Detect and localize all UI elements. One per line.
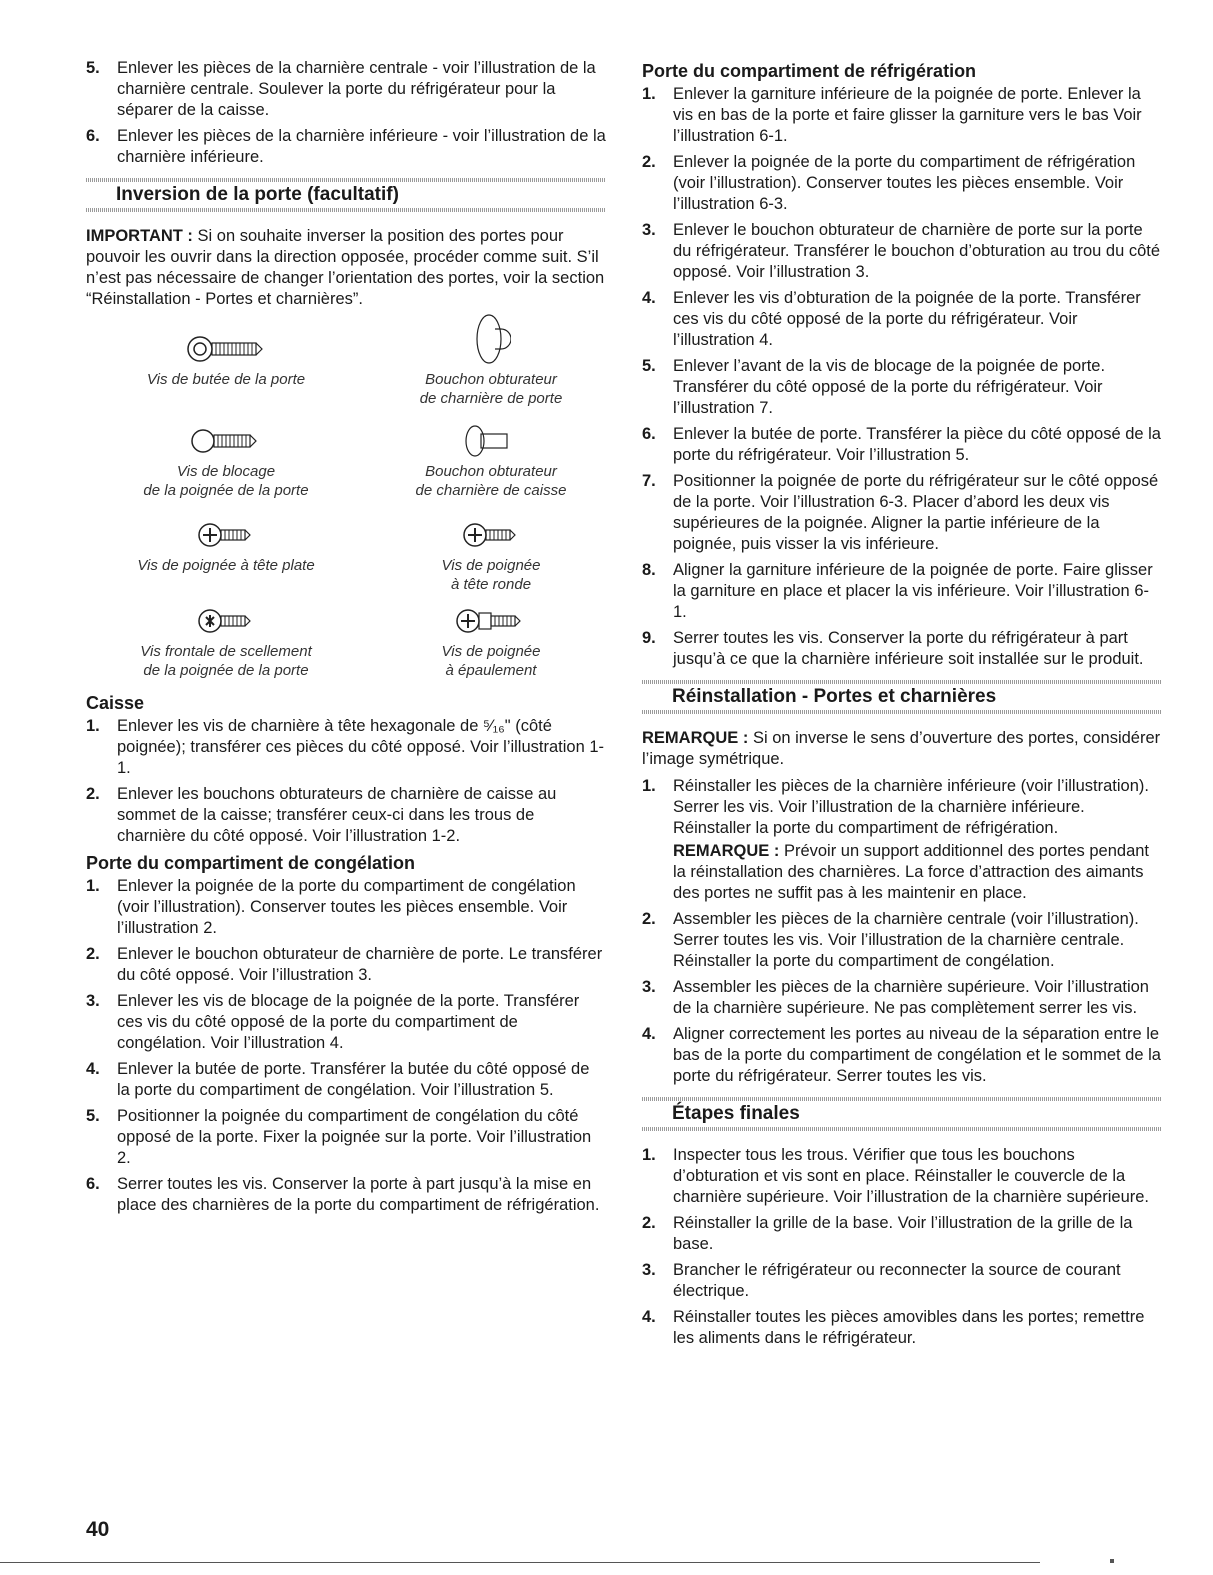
divider [642, 1127, 1162, 1131]
list-item: 1. Inspecter tous les trous. Vérifier que tous les bouchons d’obturation et vis sont en place. Réinstaller le couvercle de la charnière supérieure. Voir l’illustration de la charnière supérieure. [642, 1146, 1150, 1206]
shoulder-screw-icon [376, 604, 606, 638]
refrig-steps [642, 84, 1162, 670]
reinstall-section-header [642, 680, 1162, 716]
note-label: REMARQUE : [673, 842, 780, 860]
reinstall-note: REMARQUE : Prévoir un support additionnel des portes pendant la réinstallation des charnières. La force d’attraction des aimants des portes ne suffit pas à les maintenir en place. [673, 842, 1150, 902]
part-shoulder-screw: Vis de poignée à épaulement [376, 604, 606, 680]
list-item: 6. Enlever la butée de porte. Transférer la pièce du côté opposé de la porte du réfrigérateur. Voir l’illustration 5. [642, 425, 1161, 464]
list-item: 7. Positionner la poignée de porte du réfrigérateur sur le côté opposé de la porte. Voir l’illustration 6-3. Placer d’abord les deux vis supérieures de la poignée. Aligner la partie inférieure de la poignée, puis visser la vis inférieure. [642, 472, 1159, 553]
list-item: 1. Enlever la garniture inférieure de la poignée de porte. Enlever la vis en bas de la porte et faire glisser la garniture vers le bas Voir l’illustration 6-1. [642, 85, 1142, 145]
plug-icon [376, 312, 606, 366]
list-item: 3. Brancher le réfrigérateur ou reconnecter la source de courant électrique. [642, 1261, 1121, 1300]
screw-icon [116, 332, 336, 366]
list-item: 1. Enlever les vis de charnière à tête hexagonale de ⁵⁄₁₆" (côté poignée); transférer ces pièces du côté opposé. Voir l’illustration 1-1. [86, 717, 605, 777]
list-item: 3. Enlever les vis de blocage de la poignée de la porte. Transférer ces vis du côté opposé de la porte du compartiment de congélation. Voir l’illustration 4. [86, 992, 580, 1052]
part-front-seal-screw: Vis frontale de scellement de la poignée de la porte [116, 604, 336, 680]
final-title: Étapes finales [672, 1103, 800, 1124]
congelation-title: Porte du compartiment de congélation [86, 853, 416, 873]
divider [642, 710, 1162, 714]
list-item: 6. Serrer toutes les vis. Conserver la porte à part jusqu’à la mise en place des charnières de la porte du compartiment de réfrigération. [86, 1175, 600, 1214]
caisse-title: Caisse [86, 693, 145, 713]
list-item: 2. Enlever la poignée de la porte du compartiment de réfrigération (voir l’illustration). Conserver toutes les pièces ensemble. Voir l’illustration 6-3. [642, 153, 1136, 213]
screw-icon [116, 424, 336, 458]
left-column [86, 58, 606, 1221]
remarque-paragraph: REMARQUE : Si on inverse le sens d’ouverture des portes, considérer l’image symétrique. [642, 729, 1161, 768]
part-door-stop-screw: Vis de butée de la porte [116, 332, 336, 389]
page-number: 40 [86, 1518, 110, 1541]
reinstall-title: Réinstallation - Portes et charnières [672, 686, 997, 707]
list-item: 8. Aligner la garniture inférieure de la poignée de porte. Faire glisser la garniture en place et placer la vis inférieure. Voir l’illustration 6-1. [642, 561, 1153, 621]
list-item: 1. Enlever la poignée de la porte du compartiment de congélation (voir l’illustration). Conserver toutes les pièces ensemble. Voir l’illustration 2. [86, 877, 576, 937]
list-item: 4. Enlever les vis d’obturation de la poignée de la porte. Transférer ces vis du côté opposé de la porte du réfrigérateur. Voir l’illustration 4. [642, 289, 1141, 349]
part-door-hinge-plug: Bouchon obturateur de charnière de porte [376, 312, 606, 408]
list-item: 3. Enlever le bouchon obturateur de charnière de porte sur la porte du réfrigérateur. Transférer le bouchon d’obturation au trou du côté opposé. Voir l’illustration 3. [642, 221, 1161, 281]
parts-legend [86, 332, 606, 690]
list-item: 9. Serrer toutes les vis. Conserver la porte du réfrigérateur à part jusqu’à ce que la charnière inférieure soit installée sur le produit. [642, 629, 1144, 668]
reinstall-steps [642, 776, 1162, 1087]
important-paragraph: IMPORTANT : Si on souhaite inverser la position des portes pour pouvoir les ouvrir dans la direction opposée, procéder comme suit. S’il n’est pas nécessaire de changer l’orientation des portes, voir la section “Réinstallation - Portes et charnières”. [86, 227, 605, 308]
right-column [642, 58, 1162, 1354]
refrig-title: Porte du compartiment de réfrigération [642, 61, 977, 81]
remarque-label: REMARQUE : [642, 729, 749, 747]
part-round-head-screw: Vis de poignée à tête ronde [376, 518, 606, 594]
list-item: 5. Enlever les pièces de la charnière centrale - voir l’illustration de la charnière centrale. Soulever la porte du réfrigérateur pour la séparer de la caisse. [86, 59, 596, 119]
part-cabinet-hinge-plug: Bouchon obturateur de charnière de caisse [376, 424, 606, 500]
list-item: 4. Réinstaller toutes les pièces amovibles dans les portes; remettre les aliments dans le réfrigérateur. [642, 1308, 1145, 1347]
list-item: 2. Réinstaller la grille de la base. Voir l’illustration de la grille de la base. [642, 1214, 1133, 1253]
congelation-steps [86, 876, 606, 1216]
inversion-section-header [86, 178, 606, 214]
final-steps [642, 1145, 1162, 1349]
divider [86, 208, 606, 212]
list-item: 3. Assembler les pièces de la charnière supérieure. Voir l’illustration de la charnière supérieure. Ne pas complètement serrer les vis. [642, 978, 1149, 1017]
important-label: IMPORTANT : [86, 227, 193, 245]
list-item: 2. Enlever le bouchon obturateur de charnière de porte. Le transférer du côté opposé. Voir l’illustration 3. [86, 945, 603, 984]
round-head-screw-icon [376, 518, 606, 552]
inversion-title: Inversion de la porte (facultatif) [116, 184, 399, 205]
intro-steps [86, 58, 606, 168]
footer-mark [1110, 1559, 1114, 1563]
final-section-header [642, 1097, 1162, 1133]
list-item: 2. Assembler les pièces de la charnière centrale (voir l’illustration). Serrer toutes les vis. Voir l’illustration de la charnière centrale. Réinstaller la porte du compartiment de congélation. [642, 910, 1139, 970]
list-item: 4. Aligner correctement les portes au niveau de la séparation entre le bas de la porte du compartiment de congélation et le sommet de la porte du réfrigérateur. Serrer toutes les vis. [642, 1025, 1161, 1085]
part-flat-head-screw: Vis de poignée à tête plate [116, 518, 336, 575]
footer-rule [0, 1562, 1040, 1563]
list-item: 6. Enlever les pièces de la charnière inférieure - voir l’illustration de la charnière inférieure. [86, 127, 606, 166]
list-item: 2. Enlever les bouchons obturateurs de charnière de caisse au sommet de la caisse; transférer ceux-ci dans les trous de charnière du côté opposé. Voir l’illustration 1-2. [86, 785, 557, 845]
plug-icon [376, 424, 606, 458]
list-item: 4. Enlever la butée de porte. Transférer la butée du côté opposé de la porte du compartiment de congélation. Voir l’illustration 5. [86, 1060, 590, 1099]
star-screw-icon [116, 604, 336, 638]
list-item: 5. Enlever l’avant de la vis de blocage de la poignée de porte. Transférer du côté opposé de la porte du réfrigérateur. Voir l’illustration 7. [642, 357, 1106, 417]
list-item: 1. Réinstaller les pièces de la charnière inférieure (voir l’illustration). Serrer les vis. Voir l’illustration de la charnière inférieure. Réinstaller la porte du compartiment de réfrigération. REMARQUE : Prévoir un support additionnel des portes pendant la réinstallation des charnières. La force d’attraction des aimants des portes ne suffit pas à les maintenir en place. [642, 776, 1162, 904]
part-handle-lock-screw: Vis de blocage de la poignée de la porte [116, 424, 336, 500]
list-item: 5. Positionner la poignée du compartiment de congélation du côté opposé de la porte. Fixer la poignée sur la porte. Voir l’illustration 2. [86, 1107, 592, 1167]
caisse-steps [86, 716, 606, 847]
flat-head-screw-icon [116, 518, 336, 552]
